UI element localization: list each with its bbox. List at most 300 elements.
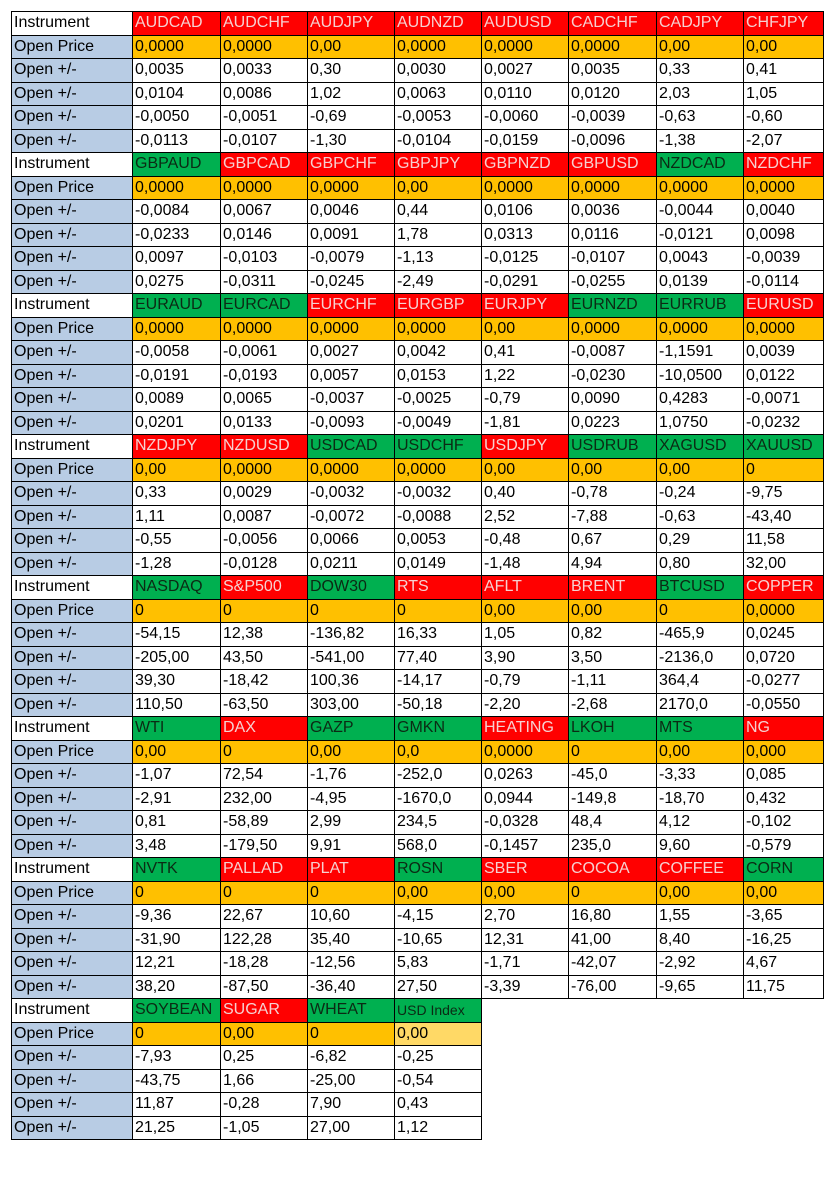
value-cell: -2,07 (744, 129, 824, 153)
value-cell: -42,07 (569, 952, 657, 976)
open-price-cell: 0 (133, 599, 221, 623)
instrument-cell: GBPAUD (133, 153, 221, 177)
open-price-cell: 0,0000 (482, 176, 569, 200)
value-cell: -43,75 (133, 1069, 221, 1093)
open-change-row (12, 529, 824, 553)
open-price-row (12, 35, 824, 59)
open-change-row (12, 646, 824, 670)
value-cell: 2,70 (482, 905, 569, 929)
open-change-label: Open +/- (12, 928, 133, 952)
value-cell: -0,102 (744, 811, 824, 835)
value-cell: 0,0090 (569, 388, 657, 412)
value-cell: -0,0087 (569, 341, 657, 365)
open-price-row (12, 1022, 824, 1046)
value-cell: -0,69 (308, 106, 395, 130)
instrument-label: Instrument (12, 858, 133, 882)
value-cell: -3,65 (744, 905, 824, 929)
instrument-cell: RTS (395, 576, 482, 600)
value-cell: -1,07 (133, 764, 221, 788)
open-price-cell: 0,0000 (482, 740, 569, 764)
open-price-cell: 0,00 (395, 176, 482, 200)
instrument-cell: XAUUSD (744, 435, 824, 459)
instrument-label: Instrument (12, 999, 133, 1023)
open-change-label: Open +/- (12, 59, 133, 83)
instrument-cell: NASDAQ (133, 576, 221, 600)
value-cell: -0,0104 (395, 129, 482, 153)
value-cell: -0,79 (482, 388, 569, 412)
open-price-cell: 0,00 (482, 881, 569, 905)
value-cell: -0,0121 (657, 223, 744, 247)
open-price-cell: 0,0000 (133, 317, 221, 341)
value-cell: -50,18 (395, 693, 482, 717)
instrument-cell: COCOA (569, 858, 657, 882)
value-cell: 8,40 (657, 928, 744, 952)
value-cell: 0,0027 (482, 59, 569, 83)
value-cell: 0,0043 (657, 247, 744, 271)
empty-cell (569, 1069, 657, 1093)
value-cell: 12,31 (482, 928, 569, 952)
instrument-row (12, 717, 824, 741)
value-cell: -9,65 (657, 975, 744, 999)
open-price-cell: 0,00 (308, 35, 395, 59)
value-cell: -1,30 (308, 129, 395, 153)
value-cell: 27,00 (308, 1116, 395, 1140)
value-cell: 38,20 (133, 975, 221, 999)
value-cell: -36,40 (308, 975, 395, 999)
value-cell: -0,0058 (133, 341, 221, 365)
value-cell: -1,05 (221, 1116, 308, 1140)
instrument-cell: AUDUSD (482, 12, 569, 36)
value-cell: 1,78 (395, 223, 482, 247)
value-cell: 0,41 (744, 59, 824, 83)
value-cell: -9,75 (744, 482, 824, 506)
value-cell: 0,0106 (482, 200, 569, 224)
open-price-cell: 0,0000 (744, 317, 824, 341)
instrument-cell: WHEAT (308, 999, 395, 1023)
instrument-cell: CADCHF (569, 12, 657, 36)
open-price-cell: 0,00 (657, 881, 744, 905)
value-cell: -58,89 (221, 811, 308, 835)
empty-cell (482, 1022, 569, 1046)
value-cell: -1,1591 (657, 341, 744, 365)
value-cell: -0,1457 (482, 834, 569, 858)
value-cell: -45,0 (569, 764, 657, 788)
value-cell: 364,4 (657, 670, 744, 694)
open-change-label: Open +/- (12, 905, 133, 929)
value-cell: -0,0049 (395, 411, 482, 435)
instrument-cell: GBPCHF (308, 153, 395, 177)
instrument-row (12, 435, 824, 459)
value-cell: 0,0027 (308, 341, 395, 365)
open-change-label: Open +/- (12, 505, 133, 529)
empty-cell (482, 999, 569, 1023)
open-change-row (12, 505, 824, 529)
instrument-label: Instrument (12, 294, 133, 318)
open-price-label: Open Price (12, 740, 133, 764)
value-cell: -0,78 (569, 482, 657, 506)
empty-cell (657, 1046, 744, 1070)
empty-cell (569, 1116, 657, 1140)
value-cell: -149,8 (569, 787, 657, 811)
value-cell: 0,0153 (395, 364, 482, 388)
value-cell: -1670,0 (395, 787, 482, 811)
value-cell: -0,0032 (308, 482, 395, 506)
open-change-label: Open +/- (12, 1116, 133, 1140)
instrument-cell: NVTK (133, 858, 221, 882)
value-cell: 0,0091 (308, 223, 395, 247)
instrument-cell: NZDCAD (657, 153, 744, 177)
open-price-cell: 0,00 (744, 881, 824, 905)
value-cell: -54,15 (133, 623, 221, 647)
open-price-cell: 0 (308, 881, 395, 905)
open-change-row (12, 388, 824, 412)
open-change-label: Open +/- (12, 834, 133, 858)
value-cell: -0,0039 (744, 247, 824, 271)
value-cell: 48,4 (569, 811, 657, 835)
empty-cell (482, 1093, 569, 1117)
value-cell: 0,0086 (221, 82, 308, 106)
value-cell: -16,25 (744, 928, 824, 952)
open-price-cell: 0,00 (133, 458, 221, 482)
open-change-label: Open +/- (12, 1046, 133, 1070)
open-price-label: Open Price (12, 176, 133, 200)
open-price-cell: 0,00 (308, 740, 395, 764)
open-change-label: Open +/- (12, 975, 133, 999)
open-change-label: Open +/- (12, 529, 133, 553)
empty-cell (482, 1069, 569, 1093)
value-cell: 0,0116 (569, 223, 657, 247)
open-change-label: Open +/- (12, 623, 133, 647)
open-price-cell: 0,00 (133, 740, 221, 764)
empty-cell (657, 1069, 744, 1093)
instrument-row (12, 858, 824, 882)
instrument-row (12, 999, 824, 1023)
value-cell: -0,0191 (133, 364, 221, 388)
value-cell: 0,0720 (744, 646, 824, 670)
open-change-row (12, 552, 824, 576)
value-cell: -2,68 (569, 693, 657, 717)
open-price-row (12, 317, 824, 341)
instrument-cell: MTS (657, 717, 744, 741)
instrument-cell: SUGAR (221, 999, 308, 1023)
instrument-cell: DAX (221, 717, 308, 741)
instrument-cell: EURRUB (657, 294, 744, 318)
value-cell: 1,0750 (657, 411, 744, 435)
open-change-row (12, 59, 824, 83)
open-price-cell: 0,0000 (133, 35, 221, 59)
value-cell: -0,0128 (221, 552, 308, 576)
value-cell: 16,33 (395, 623, 482, 647)
open-change-label: Open +/- (12, 787, 133, 811)
instrument-row (12, 294, 824, 318)
instrument-cell: GBPJPY (395, 153, 482, 177)
value-cell: -10,0500 (657, 364, 744, 388)
open-price-cell: 0,0000 (657, 176, 744, 200)
instrument-cell: GBPUSD (569, 153, 657, 177)
instrument-row (12, 12, 824, 36)
open-price-cell: 0 (221, 740, 308, 764)
value-cell: 100,36 (308, 670, 395, 694)
open-price-row (12, 458, 824, 482)
open-change-row (12, 200, 824, 224)
instrument-cell: EURNZD (569, 294, 657, 318)
value-cell: -0,0107 (221, 129, 308, 153)
open-change-row (12, 341, 824, 365)
value-cell: -2,91 (133, 787, 221, 811)
open-change-label: Open +/- (12, 223, 133, 247)
empty-cell (744, 999, 824, 1023)
value-cell: 0,0036 (569, 200, 657, 224)
empty-cell (744, 1116, 824, 1140)
open-price-row (12, 740, 824, 764)
open-price-cell: 0 (221, 881, 308, 905)
instrument-cell: WTI (133, 717, 221, 741)
value-cell: -136,82 (308, 623, 395, 647)
instrument-cell: EURJPY (482, 294, 569, 318)
value-cell: 12,38 (221, 623, 308, 647)
open-change-label: Open +/- (12, 129, 133, 153)
open-change-label: Open +/- (12, 482, 133, 506)
instrument-cell: CORN (744, 858, 824, 882)
value-cell: 0,4283 (657, 388, 744, 412)
open-price-cell: 0,0000 (221, 35, 308, 59)
value-cell: 3,50 (569, 646, 657, 670)
open-price-cell: 0,00 (482, 317, 569, 341)
value-cell: -2136,0 (657, 646, 744, 670)
value-cell: -0,0125 (482, 247, 569, 271)
value-cell: -4,95 (308, 787, 395, 811)
instrument-cell: NZDCHF (744, 153, 824, 177)
open-change-label: Open +/- (12, 247, 133, 271)
value-cell: -2,92 (657, 952, 744, 976)
value-cell: 1,05 (744, 82, 824, 106)
value-cell: 0,67 (569, 529, 657, 553)
instrument-cell: AUDJPY (308, 12, 395, 36)
value-cell: 1,05 (482, 623, 569, 647)
open-price-label: Open Price (12, 881, 133, 905)
value-cell: -0,28 (221, 1093, 308, 1117)
value-cell: -0,0084 (133, 200, 221, 224)
empty-cell (569, 1046, 657, 1070)
value-cell: 0,0053 (395, 529, 482, 553)
value-cell: 4,94 (569, 552, 657, 576)
open-price-row (12, 176, 824, 200)
value-cell: 568,0 (395, 834, 482, 858)
open-price-cell: 0,0000 (308, 317, 395, 341)
open-price-cell: 0,00 (569, 458, 657, 482)
value-cell: 0,40 (482, 482, 569, 506)
open-price-cell: 0 (657, 599, 744, 623)
value-cell: 41,00 (569, 928, 657, 952)
value-cell: -1,38 (657, 129, 744, 153)
open-price-cell: 0,0000 (569, 176, 657, 200)
instrument-label: Instrument (12, 435, 133, 459)
value-cell: 0,0122 (744, 364, 824, 388)
open-price-cell: 0 (308, 1022, 395, 1046)
value-cell: 21,25 (133, 1116, 221, 1140)
value-cell: -0,0193 (221, 364, 308, 388)
open-change-row (12, 834, 824, 858)
value-cell: -0,0114 (744, 270, 824, 294)
value-cell: 0,0110 (482, 82, 569, 106)
open-price-cell: 0 (569, 881, 657, 905)
open-price-label: Open Price (12, 317, 133, 341)
open-change-row (12, 247, 824, 271)
value-cell: 0,81 (133, 811, 221, 835)
value-cell: -0,0103 (221, 247, 308, 271)
instrument-cell: EURGBP (395, 294, 482, 318)
open-change-label: Open +/- (12, 411, 133, 435)
open-price-row (12, 881, 824, 905)
value-cell: 0,0275 (133, 270, 221, 294)
empty-cell (482, 1046, 569, 1070)
value-cell: -0,60 (744, 106, 824, 130)
value-cell: -0,0245 (308, 270, 395, 294)
open-change-label: Open +/- (12, 552, 133, 576)
empty-cell (482, 1116, 569, 1140)
value-cell: 0,0040 (744, 200, 824, 224)
open-change-row (12, 223, 824, 247)
value-cell: 0,0313 (482, 223, 569, 247)
value-cell: 0,0030 (395, 59, 482, 83)
value-cell: 0,0066 (308, 529, 395, 553)
value-cell: 0,33 (657, 59, 744, 83)
value-cell: -0,0230 (569, 364, 657, 388)
open-price-cell: 0,00 (221, 1022, 308, 1046)
open-change-row (12, 129, 824, 153)
value-cell: 0,29 (657, 529, 744, 553)
open-price-label: Open Price (12, 1022, 133, 1046)
value-cell: -14,17 (395, 670, 482, 694)
empty-cell (657, 1022, 744, 1046)
value-cell: 27,50 (395, 975, 482, 999)
open-change-label: Open +/- (12, 646, 133, 670)
quotes-table (11, 11, 824, 1140)
instrument-cell: EURAUD (133, 294, 221, 318)
value-cell: 0,0139 (657, 270, 744, 294)
value-cell: 0,0042 (395, 341, 482, 365)
value-cell: -465,9 (657, 623, 744, 647)
instrument-cell: EURUSD (744, 294, 824, 318)
open-change-row (12, 482, 824, 506)
open-price-cell: 0,0000 (395, 35, 482, 59)
value-cell: -0,0291 (482, 270, 569, 294)
value-cell: -252,0 (395, 764, 482, 788)
open-price-cell: 0,0000 (221, 317, 308, 341)
value-cell: 0,0063 (395, 82, 482, 106)
value-cell: -9,36 (133, 905, 221, 929)
value-cell: -12,56 (308, 952, 395, 976)
instrument-cell: GBPCAD (221, 153, 308, 177)
value-cell: -0,54 (395, 1069, 482, 1093)
open-change-row (12, 811, 824, 835)
open-change-row (12, 364, 824, 388)
value-cell: -0,0311 (221, 270, 308, 294)
instrument-cell: USDCAD (308, 435, 395, 459)
empty-cell (744, 1093, 824, 1117)
instrument-cell: GMKN (395, 717, 482, 741)
value-cell: 0,0067 (221, 200, 308, 224)
instrument-cell: USDJPY (482, 435, 569, 459)
value-cell: -0,25 (395, 1046, 482, 1070)
value-cell: -0,0093 (308, 411, 395, 435)
value-cell: 0,41 (482, 341, 569, 365)
value-cell: -0,0072 (308, 505, 395, 529)
open-price-cell: 0,00 (395, 881, 482, 905)
value-cell: -3,33 (657, 764, 744, 788)
open-price-cell: 0 (569, 740, 657, 764)
open-price-cell: 0,00 (657, 458, 744, 482)
value-cell: 9,91 (308, 834, 395, 858)
open-change-row (12, 975, 824, 999)
value-cell: 235,0 (569, 834, 657, 858)
open-change-row (12, 952, 824, 976)
instrument-cell: COPPER (744, 576, 824, 600)
instrument-cell: AFLT (482, 576, 569, 600)
open-change-label: Open +/- (12, 764, 133, 788)
value-cell: 39,30 (133, 670, 221, 694)
value-cell: 1,12 (395, 1116, 482, 1140)
open-price-cell: 0,0000 (308, 176, 395, 200)
value-cell: 0,0201 (133, 411, 221, 435)
instrument-cell: NZDJPY (133, 435, 221, 459)
open-change-row (12, 106, 824, 130)
open-change-label: Open +/- (12, 952, 133, 976)
open-change-label: Open +/- (12, 670, 133, 694)
value-cell: -1,13 (395, 247, 482, 271)
open-price-cell: 0,0000 (657, 317, 744, 341)
instrument-cell: ROSN (395, 858, 482, 882)
value-cell: -0,0233 (133, 223, 221, 247)
value-cell: 11,58 (744, 529, 824, 553)
empty-cell (744, 1046, 824, 1070)
value-cell: -0,63 (657, 106, 744, 130)
instrument-cell: BRENT (569, 576, 657, 600)
value-cell: 3,48 (133, 834, 221, 858)
open-change-row (12, 764, 824, 788)
open-change-row (12, 411, 824, 435)
value-cell: 7,90 (308, 1093, 395, 1117)
open-price-cell: 0,0000 (308, 458, 395, 482)
instrument-cell: XAGUSD (657, 435, 744, 459)
instrument-cell: COFFEE (657, 858, 744, 882)
value-cell: 0,0098 (744, 223, 824, 247)
value-cell: -7,88 (569, 505, 657, 529)
instrument-cell: USDRUB (569, 435, 657, 459)
value-cell: 10,60 (308, 905, 395, 929)
value-cell: 303,00 (308, 693, 395, 717)
value-cell: 77,40 (395, 646, 482, 670)
open-price-cell: 0,0000 (744, 599, 824, 623)
instrument-cell: EURCAD (221, 294, 308, 318)
value-cell: 0,82 (569, 623, 657, 647)
value-cell: 35,40 (308, 928, 395, 952)
instrument-cell: NZDUSD (221, 435, 308, 459)
open-change-row (12, 787, 824, 811)
value-cell: -0,0061 (221, 341, 308, 365)
value-cell: -0,55 (133, 529, 221, 553)
instrument-cell: S&P500 (221, 576, 308, 600)
open-change-label: Open +/- (12, 270, 133, 294)
open-price-cell: 0,00 (482, 458, 569, 482)
value-cell: 1,22 (482, 364, 569, 388)
value-cell: 232,00 (221, 787, 308, 811)
instrument-label: Instrument (12, 717, 133, 741)
value-cell: -4,15 (395, 905, 482, 929)
empty-cell (657, 1116, 744, 1140)
value-cell: -2,20 (482, 693, 569, 717)
value-cell: -179,50 (221, 834, 308, 858)
